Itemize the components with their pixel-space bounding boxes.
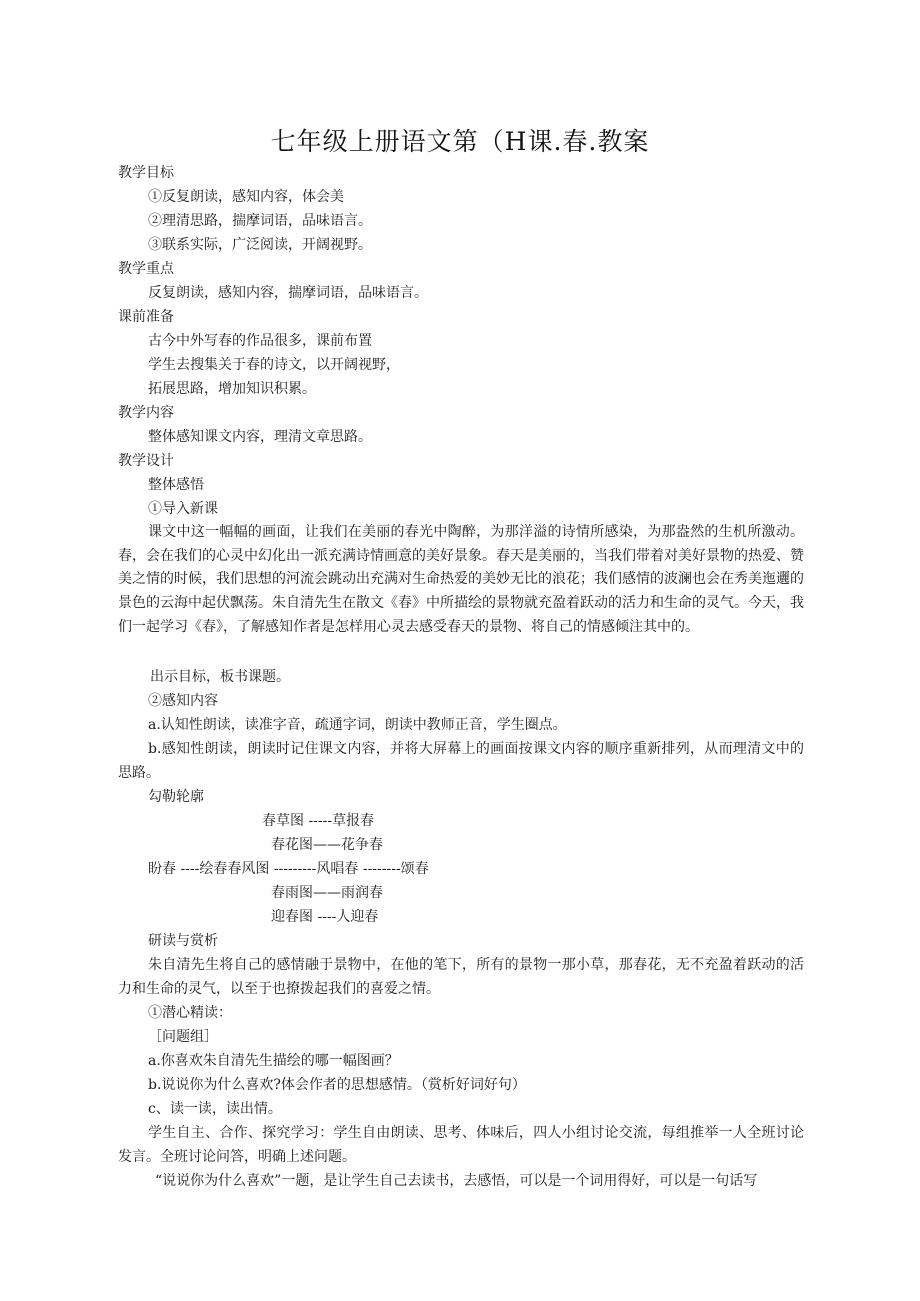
perceive-a: a.认知性朗读，读准字音，疏通字词，朗读中教师正音，学生圈点。 xyxy=(148,717,567,733)
document-title: 七年级上册语文第（H课.春.教案 xyxy=(270,127,650,156)
perceive-label: ②感知内容 xyxy=(148,693,218,709)
perceive-b: b.感知性朗读，朗读时记住课文内容，并将大屏幕上的画面按课文内容的顺序重新排列，从而理清文中的思路。 xyxy=(118,741,804,781)
question-c: c、读一读，读出情。 xyxy=(148,1101,282,1117)
question-group-label: ［问题组］ xyxy=(148,1029,218,1045)
show-goals: 出示目标，板书课题。 xyxy=(150,669,290,685)
study-paragraph: 朱自清先生将自己的感情融于景物中，在他的笔下，所有的景物一那小草，那春花，无不充盈着跃动的活力和生命的灵气，以至于也撩拨起我们的喜爱之情。 xyxy=(118,957,804,997)
intro-paragraph: 课文中这一幅幅的画面，让我们在美丽的春光中陶醉，为那洋溢的诗情所感染，为那盎然的生机所激动。春，会在我们的心灵中幻化出一派充满诗情画意的美好景象。春天是美丽的，当我们带着对美好景物的热爱、赞美之情的时候，我们思想的河流会跳动出充满对生命热爱的美妙无比的浪花；我们感情的波澜也会在秀美迤邐的景色的云海中起伏飘荡。朱自清先生在散文《春》中所描绘的景物就充盈着跃动的活力和生命的灵气。今天，我们一起学习《春》，了解感知作者是怎样用心灵去感受春天的景物、将自己的情感倾注其中的。 xyxy=(118,524,804,635)
question-b: b.说说你为什么喜欢?体会作者的思想感情。（赏析好词好句） xyxy=(148,1077,526,1093)
outline-line: 春雨图——雨润春 xyxy=(271,885,383,901)
heading-teaching-focus: 教学重点 xyxy=(118,261,174,277)
outline-line: 春草图 -----草报春 xyxy=(262,813,375,829)
heading-teaching-goals: 教学目标 xyxy=(118,165,174,181)
prep-line: 古今中外写春的作品很多，课前布置 xyxy=(148,333,372,349)
prep-line: 学生去搜集关于春的诗文，以开阔视野， xyxy=(148,357,400,373)
goal-item: ①反复朗读，感知内容，体会美 xyxy=(148,189,344,205)
intro-label: ①导入新课 xyxy=(148,501,218,517)
goal-item: ②理清思路，揣摩词语，品味语言。 xyxy=(148,213,372,229)
heading-preparation: 课前准备 xyxy=(118,309,174,325)
overall-perception: 整体感悟 xyxy=(148,477,204,493)
prep-line: 拓展思路，增加知识积累。 xyxy=(148,381,316,397)
deep-reading-label: ①潜心精读： xyxy=(148,1005,232,1021)
heading-teaching-content: 教学内容 xyxy=(118,405,174,421)
outline-line: 迎春图 ----人迎春 xyxy=(271,909,379,925)
outline-label: 勾勒轮廓 xyxy=(148,789,204,805)
outline-line: 盼春 ----绘春春风图 ---------风唱春 --------颂春 xyxy=(148,861,429,877)
self-study-paragraph: 学生自主、合作、探究学习：学生自由朗读、思考、体味后，四人小组讨论交流，每组推举一人全班讨论发言。全班讨论问答，明确上述问题。 xyxy=(118,1125,804,1165)
study-label: 研读与赏析 xyxy=(148,933,218,949)
content-text: 整体感知课文内容，理清文章思路。 xyxy=(148,429,372,445)
focus-text: 反复朗读，感知内容，揣摩词语，品味语言。 xyxy=(148,285,428,301)
question-a: a.你喜欢朱自清先生描绘的哪一幅图画？ xyxy=(148,1053,399,1069)
outline-line: 春花图——花争春 xyxy=(271,837,383,853)
goal-item: ③联系实际，广泛阅读，开阔视野。 xyxy=(148,237,372,253)
last-line: “说说你为什么喜欢”一题，是让学生自己去读书，去感悟，可以是一个词用得好，可以是一句话写 xyxy=(155,1173,758,1189)
heading-teaching-design: 教学设计 xyxy=(118,453,174,469)
